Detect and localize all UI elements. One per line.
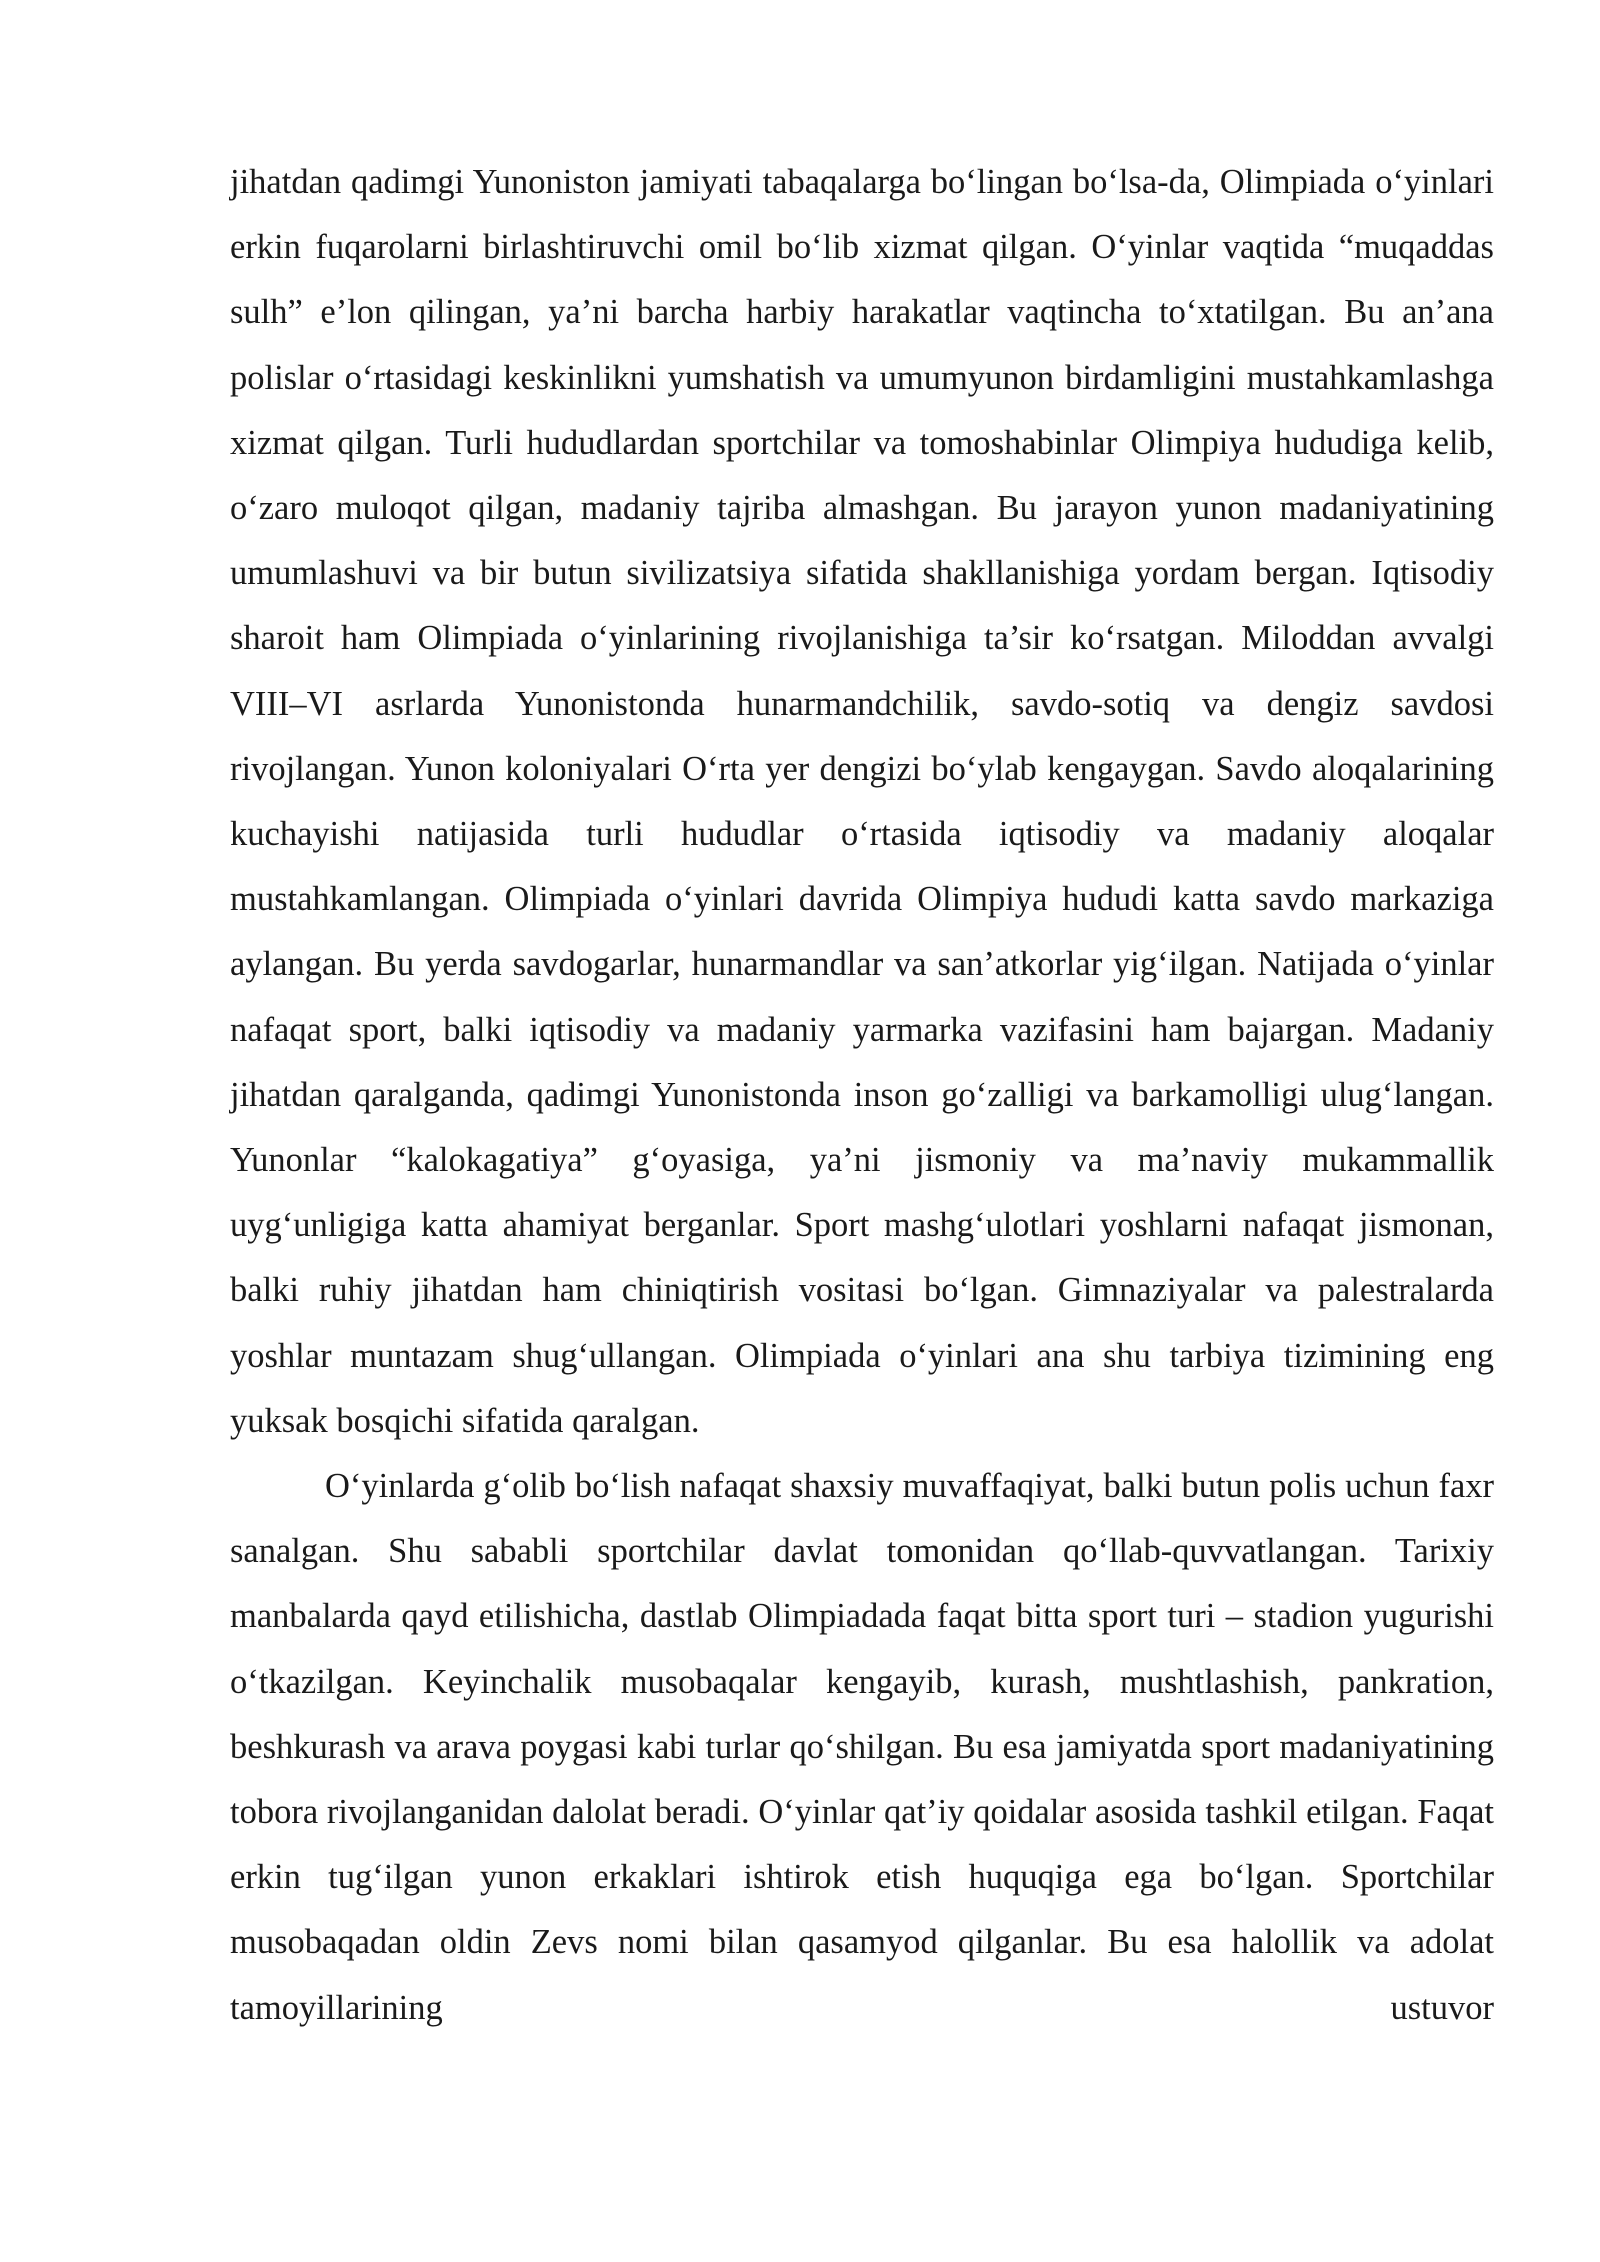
body-text xyxy=(230,150,1494,2041)
paragraph-1: jihatdan qadimgi Yunoniston jamiyati tabaqalarga bo‘lingan bo‘lsa-da, Olimpiada o‘yinlari erkin fuqarolarni birlashtiruvchi omil bo‘lib xizmat qilgan. O‘yinlar vaqtida “muqaddas sulh” e’lon qilingan, ya’ni barcha harbiy harakatlar vaqtincha to‘xtatilgan. Bu an’ana polislar o‘rtasidagi keskinlikni yumshatish va umumyunon birdamligini mustahkamlashga xizmat qilgan. Turli hududlardan sportchilar va tomoshabinlar Olimpiya hududiga kelib, o‘zaro muloqot qilgan, madaniy tajriba almashgan. Bu jarayon yunon madaniyatining umumlashuvi va bir butun sivilizatsiya sifatida shakllanishiga yordam bergan. Iqtisodiy sharoit ham Olimpiada o‘yinlarining rivojlanishiga ta’sir ko‘rsatgan. Miloddan avvalgi VIII–VI asrlarda Yunonistonda hunarmandchilik, savdo-sotiq va dengiz savdosi rivojlangan. Yunon koloniyalari O‘rta yer dengizi bo‘ylab kengaygan. Savdo aloqalarining kuchayishi natijasida turli hududlar o‘rtasida iqtisodiy va madaniy aloqalar mustahkamlangan. Olimpiada o‘yinlari davrida Olimpiya hududi katta savdo markaziga aylangan. Bu yerda savdogarlar, hunarmandlar va san’atkorlar yig‘ilgan. Natijada o‘yinlar nafaqat sport, balki iqtisodiy va madaniy yarmarka vazifasini ham bajargan. Madaniy jihatdan qaralganda, qadimgi Yunonistonda inson go‘zalligi va barkamolligi ulug‘langan. Yunonlar “kalokagatiya” g‘oyasiga, ya’ni jismoniy va ma’naviy mukammallik uyg‘unligiga katta ahamiyat berganlar. Sport mashg‘ulotlari yoshlarni nafaqat jismonan, balki ruhiy jihatdan ham chiniqtirish vositasi bo‘lgan. Gimnaziyalar va palestralarda yoshlar muntazam shug‘ullangan. Olimpiada o‘yinlari ana shu tarbiya tizimining eng yuksak bosqichi sifatida qaralgan. xyxy=(230,163,1494,1440)
paragraph-2: O‘yinlarda g‘olib bo‘lish nafaqat shaxsiy muvaffaqiyat, balki butun polis uchun faxr sanalgan. Shu sababli sportchilar davlat tomonidan qo‘llab-quvvatlangan. Tarixiy manbalarda qayd etilishicha, dastlab Olimpiadada faqat bitta sport turi – stadion yugurishi o‘tkazilgan. Keyinchalik musobaqalar kengayib, kurash, mushtlashish, pankration, beshkurash va arava poygasi kabi turlar qo‘shilgan. Bu esa jamiyatda sport madaniyatining tobora rivojlanganidan dalolat beradi. O‘yinlar qat’iy qoidalar asosida tashkil etilgan. Faqat erkin tug‘ilgan yunon erkaklari ishtirok etish huquqiga ega bo‘lgan. Sportchilar musobaqadan oldin Zevs nomi bilan qasamyod qilganlar. Bu esa halollik va adolat tamoyillarining ustuvor xyxy=(230,1467,1494,2027)
